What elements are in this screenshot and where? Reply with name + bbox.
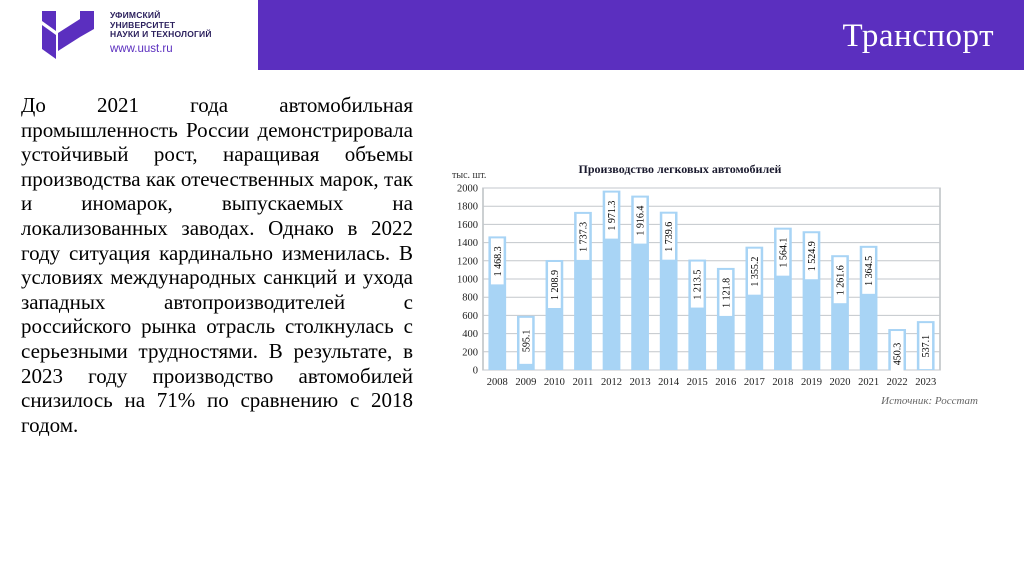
y-tick-label: 800 bbox=[462, 292, 478, 304]
logo-text bbox=[110, 11, 212, 40]
production-bar-chart bbox=[440, 150, 990, 420]
x-tick-label: 2021 bbox=[858, 377, 880, 388]
chart-source-note: Источник: Росстат bbox=[881, 395, 978, 407]
logo-block[interactable] bbox=[0, 0, 258, 70]
chart-y-unit-label: тыс. шт. bbox=[452, 170, 487, 181]
chart-title: Производство легковых автомобилей bbox=[578, 162, 782, 176]
value-label: 1 971.3 bbox=[607, 200, 619, 231]
x-tick-label: 2009 bbox=[515, 377, 537, 388]
y-tick-label: 1200 bbox=[457, 256, 478, 268]
x-tick-label: 2019 bbox=[800, 377, 822, 388]
x-tick-label: 2014 bbox=[658, 377, 680, 388]
x-tick-label: 2017 bbox=[743, 377, 765, 388]
x-tick-label: 2012 bbox=[601, 377, 623, 388]
value-label: 1 213.5 bbox=[692, 269, 704, 300]
page-title: Транспорт bbox=[842, 18, 994, 54]
value-label: 1 524.9 bbox=[806, 241, 818, 272]
y-tick-label: 1600 bbox=[457, 219, 478, 231]
y-tick-label: 1400 bbox=[457, 238, 478, 250]
x-tick-label: 2008 bbox=[486, 377, 508, 388]
x-tick-label: 2022 bbox=[886, 377, 908, 388]
value-label: 1 916.4 bbox=[635, 205, 647, 236]
value-label: 1 739.6 bbox=[664, 221, 676, 252]
x-tick-label: 2013 bbox=[629, 377, 651, 388]
logo-url-link[interactable]: www.uust.ru bbox=[110, 43, 173, 55]
y-tick-label: 1000 bbox=[457, 274, 478, 286]
body-paragraph: До 2021 года автомобильная промышленность России демонстрировала устойчивый рост, наращивая объемы производства как отечественных марок, так и иномарок, выпускаемых на локализованных заводах. Однако в 2022 году ситуация кардинально изменилась. В условиях международных санкций и ухода западных автопроизводителей с российского рынка отрасль столкнулась с серьезными трудностями. В результате, в 2023 году производство автомобилей снизилось на 71% по сравнению с 2018 годом. bbox=[21, 93, 413, 437]
x-tick-label: 2015 bbox=[686, 377, 708, 388]
value-label: 537.1 bbox=[921, 334, 933, 358]
y-tick-label: 1800 bbox=[457, 201, 478, 213]
value-label: 1 468.3 bbox=[492, 246, 504, 277]
value-label: 1 121.8 bbox=[721, 277, 733, 308]
y-tick-label: 200 bbox=[462, 347, 478, 359]
header-bar bbox=[0, 0, 1024, 70]
value-label: 1 737.3 bbox=[578, 221, 590, 252]
x-tick-label: 2020 bbox=[829, 377, 851, 388]
y-tick-label: 2000 bbox=[457, 183, 478, 195]
logo-line-2: УНИВЕРСИТЕТ bbox=[110, 19, 176, 30]
logo-line-3: НАУКИ И ТЕХНОЛОГИЙ bbox=[110, 29, 212, 39]
value-label: 450.3 bbox=[892, 342, 904, 366]
value-label: 1 208.9 bbox=[549, 269, 561, 300]
y-tick-label: 400 bbox=[462, 329, 478, 341]
x-tick-label: 2023 bbox=[915, 377, 937, 388]
value-label: 1 355.2 bbox=[749, 256, 761, 287]
value-label: 1 364.5 bbox=[864, 255, 876, 286]
x-tick-label: 2016 bbox=[715, 377, 737, 388]
y-tick-label: 600 bbox=[462, 310, 478, 322]
university-logo-icon bbox=[40, 9, 96, 61]
value-label: 1 261.6 bbox=[835, 265, 847, 296]
value-label: 595.1 bbox=[521, 329, 533, 353]
x-tick-label: 2011 bbox=[572, 377, 594, 388]
x-tick-label: 2010 bbox=[543, 377, 565, 388]
y-tick-label: 0 bbox=[472, 365, 478, 377]
x-tick-label: 2018 bbox=[772, 377, 794, 388]
logo-line-1: УФИМСКИЙ bbox=[110, 10, 161, 20]
value-label: 1 564.1 bbox=[778, 237, 790, 268]
